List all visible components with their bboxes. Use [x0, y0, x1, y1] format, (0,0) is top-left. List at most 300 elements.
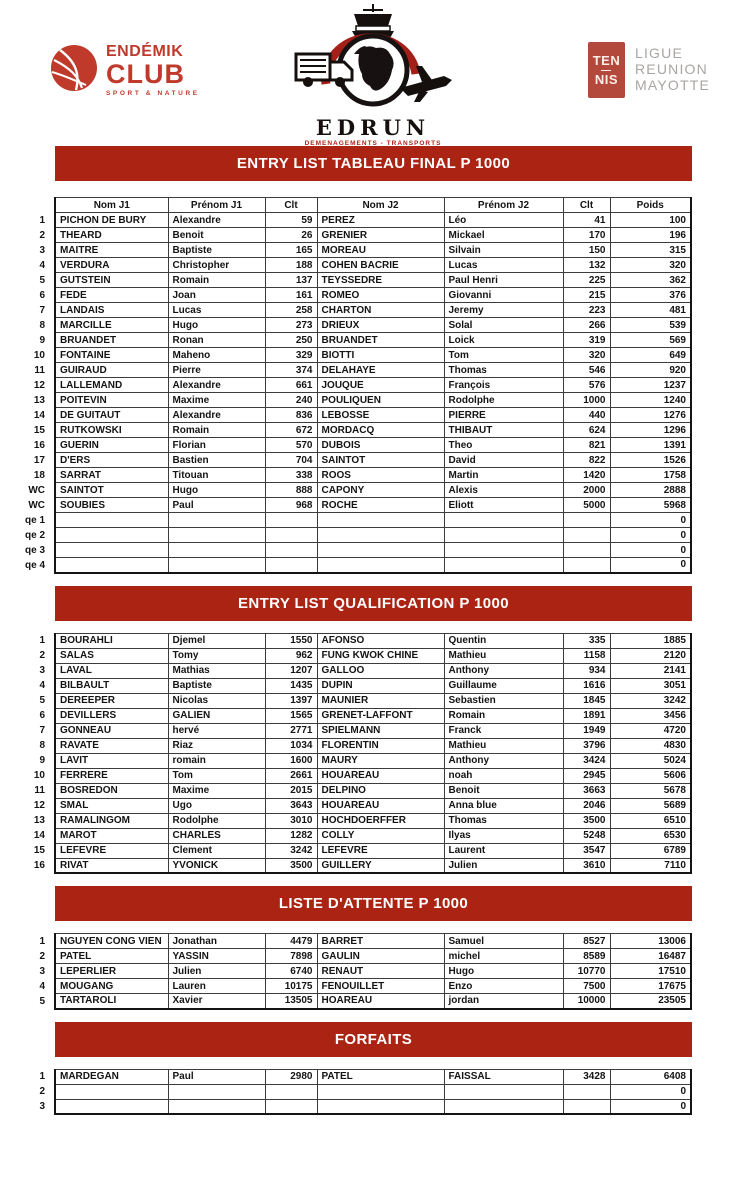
cell: 137 [265, 273, 317, 288]
cell: 10000 [563, 994, 610, 1009]
row-label: 2 [39, 1086, 45, 1097]
cell: 196 [610, 228, 691, 243]
cell: DE GUITAUT [55, 408, 168, 423]
cell: 319 [563, 333, 610, 348]
cell: THEARD [55, 228, 168, 243]
cell: Xavier [168, 994, 265, 1009]
cell: Alexandre [168, 408, 265, 423]
cell: THIBAUT [444, 423, 563, 438]
cell: ROOS [317, 468, 444, 483]
cell: Thomas [444, 813, 563, 828]
row-label: 4 [39, 259, 45, 271]
table-row [25, 498, 691, 513]
tennis-badge-bottom: NIS [594, 71, 619, 87]
cell: 968 [265, 498, 317, 513]
cell: HOAREAU [317, 994, 444, 1009]
row-label: 10 [33, 770, 45, 781]
cell: GUILLERY [317, 858, 444, 873]
tennis-badge-divider [601, 70, 611, 71]
cell: LEPERLIER [55, 964, 168, 979]
cell [563, 1084, 610, 1099]
cell: Pierre [168, 363, 265, 378]
cell [168, 1099, 265, 1114]
cell: 5000 [563, 498, 610, 513]
cell: Djemel [168, 633, 265, 648]
ligue-wordmark [635, 46, 710, 93]
cell: 3610 [563, 858, 610, 873]
cell: 2000 [563, 483, 610, 498]
cell: 570 [265, 438, 317, 453]
cell: michel [444, 949, 563, 964]
cell: Samuel [444, 934, 563, 949]
cell: 1000 [563, 393, 610, 408]
cell: SALAS [55, 648, 168, 663]
qualification-table [25, 633, 692, 875]
cell: HOCHDOERFFER [317, 813, 444, 828]
cell: SOUBIES [55, 498, 168, 513]
table-row [25, 798, 691, 813]
cell: 150 [563, 243, 610, 258]
cell: Maxime [168, 393, 265, 408]
cell: LAVAL [55, 663, 168, 678]
cell: MOREAU [317, 243, 444, 258]
table-row [25, 678, 691, 693]
cell: 3428 [563, 1069, 610, 1084]
row-label: 11 [34, 364, 45, 376]
cell: 3500 [563, 813, 610, 828]
cell: FONTAINE [55, 348, 168, 363]
cell: DEVILLERS [55, 708, 168, 723]
cell: PICHON DE BURY [55, 213, 168, 228]
banner-qualification: ENTRY LIST QUALIFICATION P 1000 [55, 586, 692, 621]
endemik-wordmark [106, 44, 200, 98]
cell: 23505 [610, 994, 691, 1009]
liste-attente-table [25, 933, 692, 1010]
row-label: 15 [33, 845, 45, 856]
cell: HOUAREAU [317, 768, 444, 783]
row-label: 5 [39, 995, 45, 1007]
cell: romain [168, 753, 265, 768]
cell: BRUANDET [317, 333, 444, 348]
cell: 41 [563, 213, 610, 228]
cell [265, 513, 317, 528]
cell: SAINTOT [317, 453, 444, 468]
cell: 672 [265, 423, 317, 438]
cell [168, 543, 265, 558]
cell: Jeremy [444, 303, 563, 318]
cell: Benoit [168, 228, 265, 243]
cell: PATEL [55, 949, 168, 964]
cell: FUNG KWOK CHINE [317, 648, 444, 663]
cell [265, 1099, 317, 1114]
table-row [25, 843, 691, 858]
ligue-line2: REUNION [634, 61, 708, 78]
cell: FAISSAL [444, 1069, 563, 1084]
cell: DUBOIS [317, 438, 444, 453]
cell [563, 528, 610, 543]
table-row [25, 303, 691, 318]
table-row [25, 333, 691, 348]
cell [265, 528, 317, 543]
cell: Franck [444, 723, 563, 738]
cell: Lauren [168, 979, 265, 994]
cell: PIERRE [444, 408, 563, 423]
cell: FERRERE [55, 768, 168, 783]
column-header: Nom J1 [55, 198, 168, 213]
cell: 258 [265, 303, 317, 318]
cell: DRIEUX [317, 318, 444, 333]
cell [317, 543, 444, 558]
cell: 0 [610, 543, 691, 558]
table-row [25, 273, 691, 288]
cell: 1282 [265, 828, 317, 843]
cell: 661 [265, 378, 317, 393]
cell: Alexis [444, 483, 563, 498]
cell [168, 528, 265, 543]
cell: 8589 [563, 949, 610, 964]
cell: PEREZ [317, 213, 444, 228]
cell: LEFEVRE [317, 843, 444, 858]
table-row [25, 378, 691, 393]
table-row [25, 663, 691, 678]
cell: GUTSTEIN [55, 273, 168, 288]
cell: 1296 [610, 423, 691, 438]
cell: 215 [563, 288, 610, 303]
cell: 1949 [563, 723, 610, 738]
row-label: 8 [39, 740, 45, 751]
table-row [25, 318, 691, 333]
table-row [25, 348, 691, 363]
cell: MARDEGAN [55, 1069, 168, 1084]
cell [55, 1084, 168, 1099]
cell: Benoit [444, 783, 563, 798]
cell [444, 558, 563, 573]
cell: BOSREDON [55, 783, 168, 798]
cell: Paul [168, 1069, 265, 1084]
tennis-badge-top: TEN [592, 52, 621, 68]
cell: 5678 [610, 783, 691, 798]
cell: Loick [444, 333, 563, 348]
cell: SARRAT [55, 468, 168, 483]
cell: Romain [168, 423, 265, 438]
cell: Romain [168, 273, 265, 288]
cell: 3500 [265, 858, 317, 873]
cell: 1158 [563, 648, 610, 663]
cell: GRENET-LAFFONT [317, 708, 444, 723]
row-label: 11 [34, 785, 45, 796]
qualification-grid [25, 633, 692, 875]
cell: 546 [563, 363, 610, 378]
cell: Tomy [168, 648, 265, 663]
table-row [25, 949, 691, 964]
cell: YVONICK [168, 858, 265, 873]
table-row [25, 528, 691, 543]
cell: 320 [563, 348, 610, 363]
row-label: 3 [39, 665, 45, 676]
cell: SMAL [55, 798, 168, 813]
cell: 0 [610, 528, 691, 543]
cell: Clement [168, 843, 265, 858]
row-label: 1 [39, 935, 45, 947]
cell: 17675 [610, 979, 691, 994]
cell: Tom [168, 768, 265, 783]
banner-tableau-final: ENTRY LIST TABLEAU FINAL P 1000 [55, 146, 692, 181]
row-label: WC [28, 484, 45, 496]
cell: 3663 [563, 783, 610, 798]
cell: 481 [610, 303, 691, 318]
cell: 320 [610, 258, 691, 273]
cell: 3242 [265, 843, 317, 858]
cell: 1397 [265, 693, 317, 708]
cell: 100 [610, 213, 691, 228]
cell: CAPONY [317, 483, 444, 498]
cell: Anna blue [444, 798, 563, 813]
section-liste-attente [25, 886, 692, 1010]
cell: 4479 [265, 934, 317, 949]
table-row [25, 423, 691, 438]
table-row [25, 768, 691, 783]
cell: Hugo [444, 964, 563, 979]
cell: D'ERS [55, 453, 168, 468]
table-row [25, 633, 691, 648]
cell: 649 [610, 348, 691, 363]
cell: 1391 [610, 438, 691, 453]
cell: GONNEAU [55, 723, 168, 738]
table-row [25, 1069, 691, 1084]
cell [317, 513, 444, 528]
cell [265, 1084, 317, 1099]
cell: COLLY [317, 828, 444, 843]
cell: Tom [444, 348, 563, 363]
cell: 4720 [610, 723, 691, 738]
cell: GALIEN [168, 708, 265, 723]
row-label: 6 [39, 710, 45, 721]
cell: 6740 [265, 964, 317, 979]
cell: HOUAREAU [317, 798, 444, 813]
table-row [25, 1099, 691, 1114]
cell: TEYSSEDRE [317, 273, 444, 288]
section-tableau-final [25, 146, 692, 574]
cell: BIOTTI [317, 348, 444, 363]
column-header: Prénom J2 [444, 198, 563, 213]
cell: MARCILLE [55, 318, 168, 333]
cell: Paul Henri [444, 273, 563, 288]
cell [55, 1099, 168, 1114]
row-label: 2 [39, 950, 45, 962]
cell: MOUGANG [55, 979, 168, 994]
header-row [25, 198, 691, 213]
cell [444, 1099, 563, 1114]
cell: 3010 [265, 813, 317, 828]
cell: 273 [265, 318, 317, 333]
cell: ROMEO [317, 288, 444, 303]
row-label [25, 198, 55, 213]
endemik-ball-icon [50, 44, 98, 97]
cell: LANDAIS [55, 303, 168, 318]
cell: 2980 [265, 1069, 317, 1084]
table-row [25, 964, 691, 979]
cell: Mathieu [444, 738, 563, 753]
cell: COHEN BACRIE [317, 258, 444, 273]
table-row [25, 1084, 691, 1099]
section-forfaits [25, 1022, 692, 1116]
cell: 240 [265, 393, 317, 408]
ligue-line1: LIGUE [634, 45, 683, 62]
cell: 362 [610, 273, 691, 288]
cell: 7110 [610, 858, 691, 873]
cell: POITEVIN [55, 393, 168, 408]
cell: 704 [265, 453, 317, 468]
cell: RAVATE [55, 738, 168, 753]
endemik-name: ENDÉMIK [106, 43, 184, 60]
row-label: 13 [33, 394, 45, 406]
cell [317, 558, 444, 573]
cell: 0 [610, 1099, 691, 1114]
cell: 1240 [610, 393, 691, 408]
cell: 335 [563, 633, 610, 648]
cell: FEDE [55, 288, 168, 303]
cell: SPIELMANN [317, 723, 444, 738]
cell: Giovanni [444, 288, 563, 303]
cell [168, 1084, 265, 1099]
cell: 624 [563, 423, 610, 438]
cell: 2141 [610, 663, 691, 678]
cell: 962 [265, 648, 317, 663]
cell: NGUYEN CONG VIEN [55, 934, 168, 949]
endemik-tagline: SPORT & NATURE [106, 90, 200, 97]
cell: Julien [168, 964, 265, 979]
cell: 2120 [610, 648, 691, 663]
table-row [25, 438, 691, 453]
column-header: Clt [563, 198, 610, 213]
cell: 170 [563, 228, 610, 243]
table-row [25, 648, 691, 663]
cell [317, 1099, 444, 1114]
cell: LEBOSSE [317, 408, 444, 423]
cell: DUPIN [317, 678, 444, 693]
cell: 0 [610, 513, 691, 528]
cell: 569 [610, 333, 691, 348]
cell: Jonathan [168, 934, 265, 949]
cell: Silvain [444, 243, 563, 258]
table-row [25, 393, 691, 408]
cell: 5689 [610, 798, 691, 813]
row-label: 16 [33, 860, 45, 871]
cell: MORDACQ [317, 423, 444, 438]
cell: Enzo [444, 979, 563, 994]
cell: 4830 [610, 738, 691, 753]
cell: Alexandre [168, 378, 265, 393]
cell: LEFEVRE [55, 843, 168, 858]
cell: Ilyas [444, 828, 563, 843]
cell: Paul [168, 498, 265, 513]
table-row [25, 453, 691, 468]
cell: BARRET [317, 934, 444, 949]
final-grid [25, 197, 692, 574]
cell: BOURAHLI [55, 633, 168, 648]
cell: 16487 [610, 949, 691, 964]
cell: 188 [265, 258, 317, 273]
table-row [25, 858, 691, 873]
cell: 2015 [265, 783, 317, 798]
cell: DELAHAYE [317, 363, 444, 378]
forfaits-grid [25, 1069, 692, 1116]
cell: 13505 [265, 994, 317, 1009]
row-label: qe 4 [25, 559, 46, 571]
cell: PATEL [317, 1069, 444, 1084]
cell: 315 [610, 243, 691, 258]
row-label: 10 [33, 349, 45, 361]
cell: 576 [563, 378, 610, 393]
edrun-subtitle: DEMENAGEMENTS - TRANSPORTS [304, 140, 442, 147]
cell [168, 513, 265, 528]
cell: 836 [265, 408, 317, 423]
cell: 3456 [610, 708, 691, 723]
row-label: 2 [39, 650, 45, 661]
row-label: 18 [33, 469, 45, 481]
column-header: Nom J2 [317, 198, 444, 213]
table-row [25, 828, 691, 843]
edrun-logo [283, 2, 463, 147]
cell: 3547 [563, 843, 610, 858]
table-row [25, 288, 691, 303]
endemik-club-logo [50, 44, 200, 98]
cell [265, 543, 317, 558]
cell: 920 [610, 363, 691, 378]
cell: Titouan [168, 468, 265, 483]
cell: Christopher [168, 258, 265, 273]
cell: 888 [265, 483, 317, 498]
cell: Ugo [168, 798, 265, 813]
cell: 2888 [610, 483, 691, 498]
table-row [25, 558, 691, 573]
cell: 223 [563, 303, 610, 318]
cell: Lucas [444, 258, 563, 273]
cell: Baptiste [168, 243, 265, 258]
cell [168, 558, 265, 573]
cell: Alexandre [168, 213, 265, 228]
row-label: 1 [39, 214, 45, 226]
cell: GAULIN [317, 949, 444, 964]
cell: MAITRE [55, 243, 168, 258]
cell: POULIQUEN [317, 393, 444, 408]
row-label: 9 [39, 334, 45, 346]
cell [563, 558, 610, 573]
table-row [25, 934, 691, 949]
row-label: 17 [33, 454, 45, 466]
cell: ROCHE [317, 498, 444, 513]
row-label: 7 [39, 725, 45, 736]
cell: RAMALINGOM [55, 813, 168, 828]
row-label: 3 [39, 1101, 45, 1112]
cell: FLORENTIN [317, 738, 444, 753]
cell: Mathias [168, 663, 265, 678]
cell: 2661 [265, 768, 317, 783]
cell: 5606 [610, 768, 691, 783]
cell: Baptiste [168, 678, 265, 693]
cell [444, 1084, 563, 1099]
cell: 8527 [563, 934, 610, 949]
cell: 1885 [610, 633, 691, 648]
row-label: 1 [39, 635, 45, 646]
cell: 338 [265, 468, 317, 483]
cell: JOUQUE [317, 378, 444, 393]
cell: Eliott [444, 498, 563, 513]
cell: 1207 [265, 663, 317, 678]
cell: SAINTOT [55, 483, 168, 498]
cell: François [444, 378, 563, 393]
cell: 2945 [563, 768, 610, 783]
